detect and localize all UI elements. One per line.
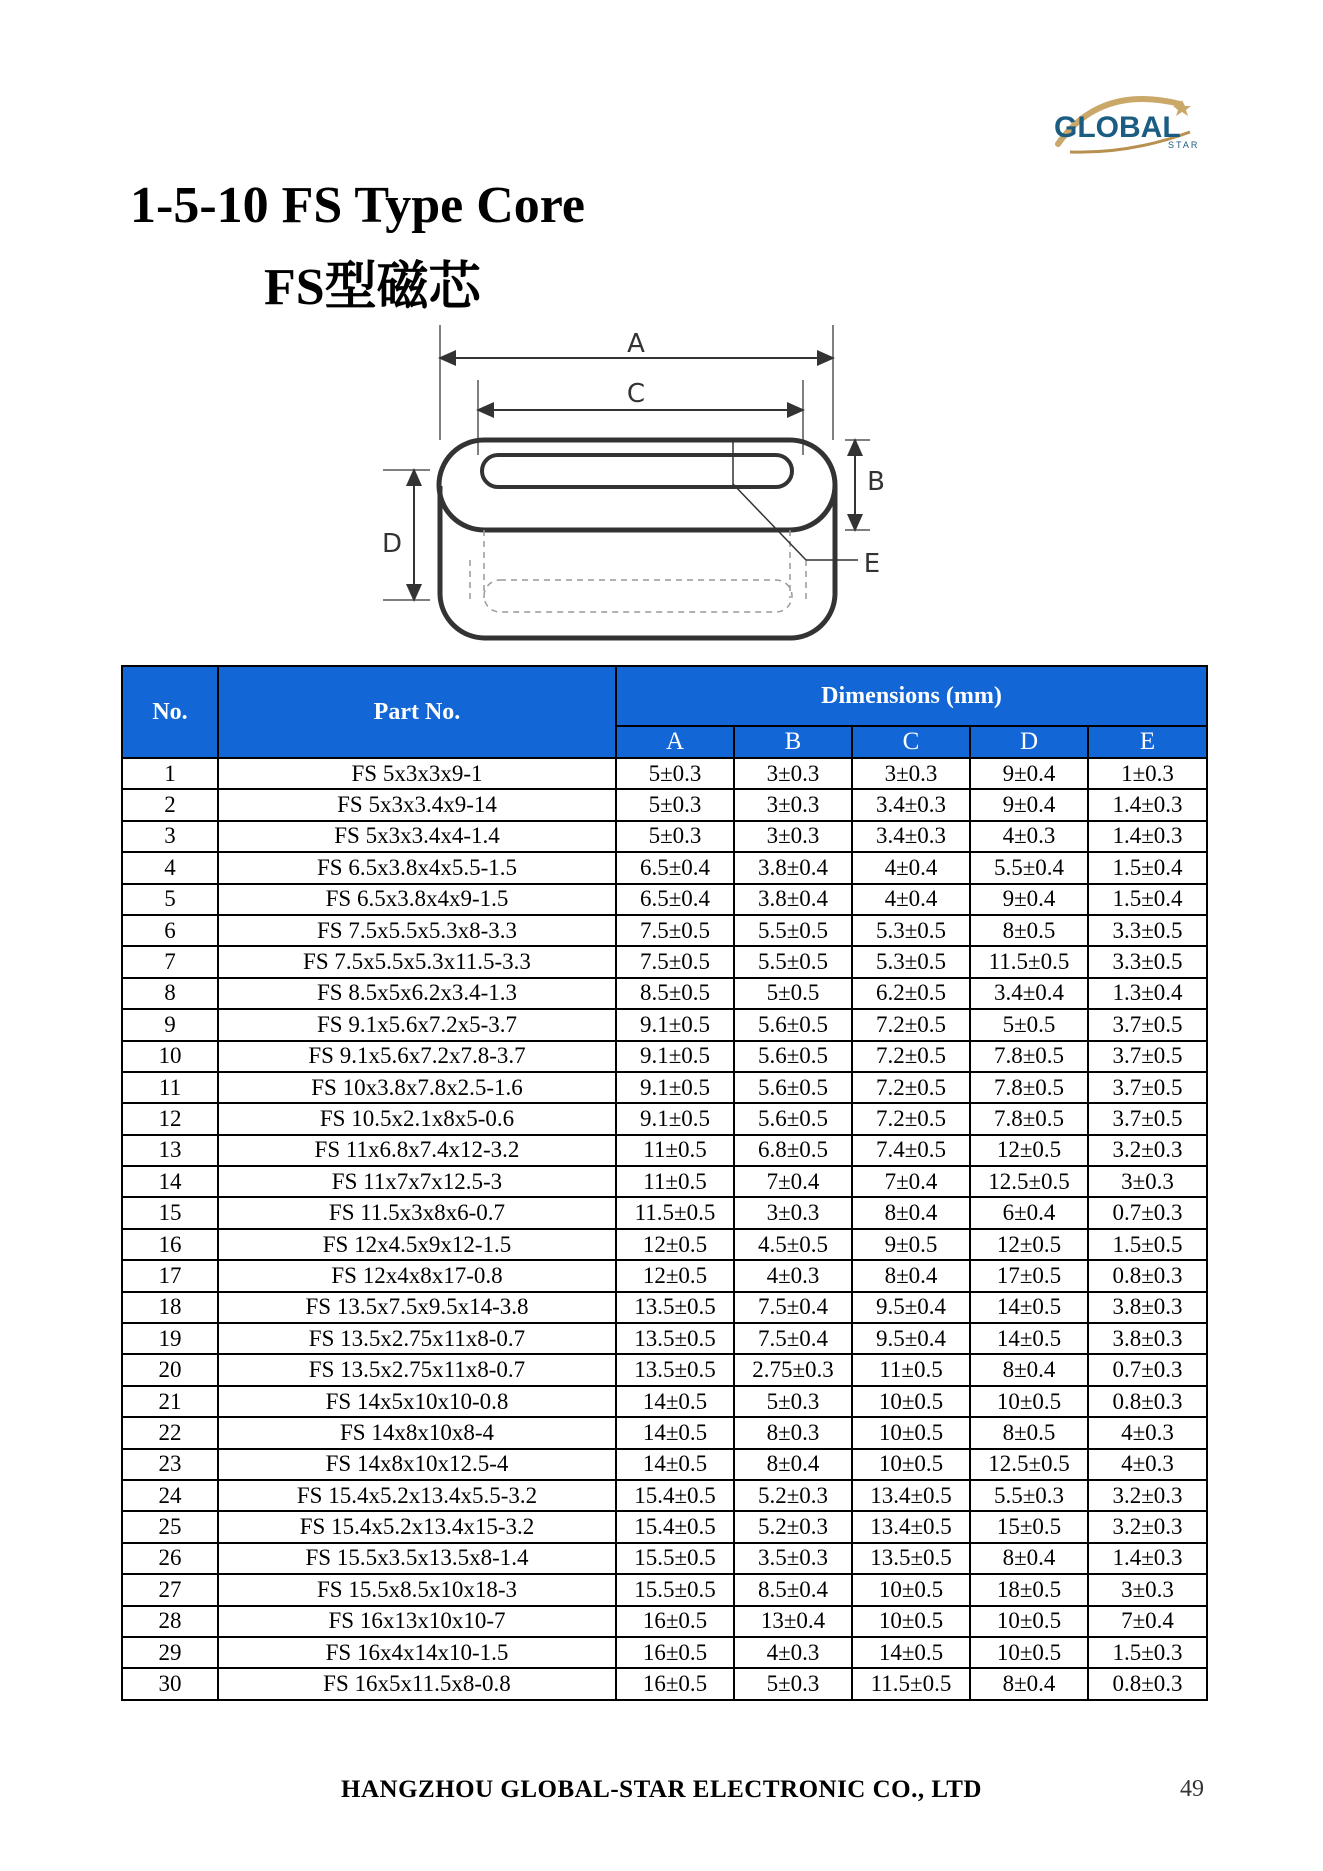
table-row xyxy=(122,758,1207,789)
cell-e: 1±0.3 xyxy=(1088,758,1207,789)
cell-a: 11±0.5 xyxy=(616,1166,734,1197)
table-row xyxy=(122,1166,1207,1197)
cell-part-no: FS 13.5x2.75x11x8-0.7 xyxy=(218,1354,616,1385)
cell-no: 17 xyxy=(122,1260,218,1291)
cell-b: 7±0.4 xyxy=(734,1166,852,1197)
cell-part-no: FS 6.5x3.8x4x5.5-1.5 xyxy=(218,852,616,883)
dim-label-d: D xyxy=(381,529,403,559)
cell-part-no: FS 6.5x3.8x4x9-1.5 xyxy=(218,884,616,915)
cell-part-no: FS 15.4x5.2x13.4x15-3.2 xyxy=(218,1511,616,1542)
cell-part-no: FS 16x4x14x10-1.5 xyxy=(218,1637,616,1668)
cell-d: 11.5±0.5 xyxy=(970,946,1088,977)
cell-b: 3±0.3 xyxy=(734,821,852,852)
cell-no: 23 xyxy=(122,1449,218,1480)
cell-part-no: FS 11x6.8x7.4x12-3.2 xyxy=(218,1135,616,1166)
header-col-c: C xyxy=(852,726,970,758)
cell-a: 15.4±0.5 xyxy=(616,1480,734,1511)
cell-a: 9.1±0.5 xyxy=(616,1103,734,1134)
cell-b: 7.5±0.4 xyxy=(734,1323,852,1354)
cell-d: 10±0.5 xyxy=(970,1386,1088,1417)
cell-no: 2 xyxy=(122,789,218,820)
cell-e: 3.8±0.3 xyxy=(1088,1292,1207,1323)
cell-a: 6.5±0.4 xyxy=(616,852,734,883)
cell-part-no: FS 7.5x5.5x5.3x8-3.3 xyxy=(218,915,616,946)
cell-part-no: FS 12x4x8x17-0.8 xyxy=(218,1260,616,1291)
cell-d: 9±0.4 xyxy=(970,789,1088,820)
cell-e: 1.5±0.3 xyxy=(1088,1637,1207,1668)
cell-c: 10±0.5 xyxy=(852,1574,970,1605)
cell-part-no: FS 5x3x3.4x9-14 xyxy=(218,789,616,820)
cell-d: 7.8±0.5 xyxy=(970,1072,1088,1103)
cell-c: 10±0.5 xyxy=(852,1449,970,1480)
cell-d: 10±0.5 xyxy=(970,1606,1088,1637)
cell-d: 8±0.5 xyxy=(970,915,1088,946)
cell-part-no: FS 10x3.8x7.8x2.5-1.6 xyxy=(218,1072,616,1103)
cell-a: 6.5±0.4 xyxy=(616,884,734,915)
cell-b: 5.2±0.3 xyxy=(734,1511,852,1542)
cell-a: 12±0.5 xyxy=(616,1229,734,1260)
cell-b: 5±0.5 xyxy=(734,978,852,1009)
page-number: 49 xyxy=(1180,1776,1204,1802)
cell-no: 30 xyxy=(122,1668,218,1699)
cell-b: 5.6±0.5 xyxy=(734,1072,852,1103)
cell-c: 7.2±0.5 xyxy=(852,1072,970,1103)
cell-b: 3±0.3 xyxy=(734,1197,852,1228)
cell-c: 4±0.4 xyxy=(852,884,970,915)
table-row xyxy=(122,1323,1207,1354)
header-col-b: B xyxy=(734,726,852,758)
table-row xyxy=(122,978,1207,1009)
cell-c: 5.3±0.5 xyxy=(852,946,970,977)
cell-e: 3.7±0.5 xyxy=(1088,1103,1207,1134)
cell-a: 15.4±0.5 xyxy=(616,1511,734,1542)
cell-c: 13.4±0.5 xyxy=(852,1480,970,1511)
cell-d: 8±0.4 xyxy=(970,1543,1088,1574)
cell-b: 8±0.3 xyxy=(734,1417,852,1448)
cell-c: 11.5±0.5 xyxy=(852,1668,970,1699)
cell-part-no: FS 5x3x3.4x4-1.4 xyxy=(218,821,616,852)
dim-label-b: B xyxy=(867,467,885,497)
cell-part-no: FS 15.5x3.5x13.5x8-1.4 xyxy=(218,1543,616,1574)
header-col-e: E xyxy=(1088,726,1207,758)
table-row xyxy=(122,1637,1207,1668)
cell-c: 11±0.5 xyxy=(852,1354,970,1385)
cell-part-no: FS 11.5x3x8x6-0.7 xyxy=(218,1197,616,1228)
cell-no: 22 xyxy=(122,1417,218,1448)
dimensions-table xyxy=(121,665,1208,1701)
table-row xyxy=(122,1229,1207,1260)
table-row xyxy=(122,1668,1207,1699)
cell-c: 13.5±0.5 xyxy=(852,1543,970,1574)
cell-e: 0.8±0.3 xyxy=(1088,1668,1207,1699)
header-col-a: A xyxy=(616,726,734,758)
cell-c: 3.4±0.3 xyxy=(852,821,970,852)
cell-d: 5.5±0.4 xyxy=(970,852,1088,883)
cell-b: 5.6±0.5 xyxy=(734,1041,852,1072)
cell-e: 3.3±0.5 xyxy=(1088,915,1207,946)
cell-c: 3±0.3 xyxy=(852,758,970,789)
cell-c: 7.2±0.5 xyxy=(852,1041,970,1072)
cell-e: 3.3±0.5 xyxy=(1088,946,1207,977)
cell-no: 1 xyxy=(122,758,218,789)
table-row xyxy=(122,1606,1207,1637)
cell-part-no: FS 12x4.5x9x12-1.5 xyxy=(218,1229,616,1260)
cell-a: 16±0.5 xyxy=(616,1637,734,1668)
cell-b: 8.5±0.4 xyxy=(734,1574,852,1605)
header-no: No. xyxy=(122,666,218,758)
cell-d: 9±0.4 xyxy=(970,884,1088,915)
cell-e: 3.7±0.5 xyxy=(1088,1041,1207,1072)
page-title: 1-5-10 FS Type Core xyxy=(130,177,585,234)
cell-part-no: FS 13.5x7.5x9.5x14-3.8 xyxy=(218,1292,616,1323)
table-row xyxy=(122,852,1207,883)
cell-a: 9.1±0.5 xyxy=(616,1041,734,1072)
table-row xyxy=(122,1072,1207,1103)
cell-no: 26 xyxy=(122,1543,218,1574)
cell-b: 5±0.3 xyxy=(734,1386,852,1417)
cell-d: 4±0.3 xyxy=(970,821,1088,852)
cell-a: 16±0.5 xyxy=(616,1606,734,1637)
cell-e: 1.3±0.4 xyxy=(1088,978,1207,1009)
page-subtitle: FS型磁芯 xyxy=(264,259,481,316)
cell-no: 15 xyxy=(122,1197,218,1228)
table-row xyxy=(122,884,1207,915)
cell-e: 0.8±0.3 xyxy=(1088,1386,1207,1417)
cell-e: 1.4±0.3 xyxy=(1088,789,1207,820)
cell-e: 3.8±0.3 xyxy=(1088,1323,1207,1354)
cell-e: 1.5±0.5 xyxy=(1088,1229,1207,1260)
cell-e: 0.8±0.3 xyxy=(1088,1260,1207,1291)
cell-d: 17±0.5 xyxy=(970,1260,1088,1291)
table-row xyxy=(122,1480,1207,1511)
cell-no: 13 xyxy=(122,1135,218,1166)
cell-b: 5.6±0.5 xyxy=(734,1009,852,1040)
cell-no: 19 xyxy=(122,1323,218,1354)
table-row xyxy=(122,1449,1207,1480)
cell-a: 13.5±0.5 xyxy=(616,1354,734,1385)
cell-no: 14 xyxy=(122,1166,218,1197)
cell-b: 7.5±0.4 xyxy=(734,1292,852,1323)
table-row xyxy=(122,946,1207,977)
cell-e: 1.4±0.3 xyxy=(1088,821,1207,852)
cell-d: 12.5±0.5 xyxy=(970,1449,1088,1480)
cell-b: 3±0.3 xyxy=(734,758,852,789)
cell-a: 8.5±0.5 xyxy=(616,978,734,1009)
cell-a: 15.5±0.5 xyxy=(616,1574,734,1605)
cell-a: 14±0.5 xyxy=(616,1449,734,1480)
cell-e: 4±0.3 xyxy=(1088,1449,1207,1480)
table-row xyxy=(122,1511,1207,1542)
cell-d: 10±0.5 xyxy=(970,1637,1088,1668)
cell-d: 8±0.4 xyxy=(970,1354,1088,1385)
cell-d: 8±0.5 xyxy=(970,1417,1088,1448)
table-row xyxy=(122,1009,1207,1040)
cell-part-no: FS 16x13x10x10-7 xyxy=(218,1606,616,1637)
core-dimension-diagram xyxy=(370,318,885,648)
cell-no: 18 xyxy=(122,1292,218,1323)
cell-c: 7.2±0.5 xyxy=(852,1103,970,1134)
cell-b: 5.5±0.5 xyxy=(734,915,852,946)
cell-no: 10 xyxy=(122,1041,218,1072)
cell-no: 16 xyxy=(122,1229,218,1260)
cell-no: 7 xyxy=(122,946,218,977)
cell-a: 5±0.3 xyxy=(616,789,734,820)
table-row xyxy=(122,1354,1207,1385)
table-body xyxy=(122,758,1207,1700)
dim-label-c: C xyxy=(626,379,646,409)
cell-no: 20 xyxy=(122,1354,218,1385)
header-part-no: Part No. xyxy=(218,666,616,758)
cell-b: 3.8±0.4 xyxy=(734,852,852,883)
cell-c: 10±0.5 xyxy=(852,1386,970,1417)
cell-no: 9 xyxy=(122,1009,218,1040)
cell-b: 13±0.4 xyxy=(734,1606,852,1637)
cell-e: 0.7±0.3 xyxy=(1088,1197,1207,1228)
cell-part-no: FS 10.5x2.1x8x5-0.6 xyxy=(218,1103,616,1134)
table-row xyxy=(122,1292,1207,1323)
logo-text: GLOBAL xyxy=(1054,111,1181,144)
cell-a: 14±0.5 xyxy=(616,1417,734,1448)
cell-part-no: FS 5x3x3x9-1 xyxy=(218,758,616,789)
cell-part-no: FS 14x8x10x8-4 xyxy=(218,1417,616,1448)
global-star-logo xyxy=(1040,92,1220,162)
cell-d: 3.4±0.4 xyxy=(970,978,1088,1009)
cell-b: 4±0.3 xyxy=(734,1260,852,1291)
dim-label-e: E xyxy=(863,549,881,579)
cell-no: 28 xyxy=(122,1606,218,1637)
header-dimensions: Dimensions (mm) xyxy=(616,666,1207,726)
cell-e: 3±0.3 xyxy=(1088,1574,1207,1605)
cell-e: 1.5±0.4 xyxy=(1088,852,1207,883)
cell-c: 9.5±0.4 xyxy=(852,1292,970,1323)
cell-part-no: FS 11x7x7x12.5-3 xyxy=(218,1166,616,1197)
cell-a: 15.5±0.5 xyxy=(616,1543,734,1574)
cell-a: 14±0.5 xyxy=(616,1386,734,1417)
cell-a: 11.5±0.5 xyxy=(616,1197,734,1228)
cell-no: 24 xyxy=(122,1480,218,1511)
dim-label-a: A xyxy=(627,329,645,359)
cell-a: 9.1±0.5 xyxy=(616,1009,734,1040)
cell-e: 0.7±0.3 xyxy=(1088,1354,1207,1385)
table-row xyxy=(122,1260,1207,1291)
cell-part-no: FS 16x5x11.5x8-0.8 xyxy=(218,1668,616,1699)
cell-no: 29 xyxy=(122,1637,218,1668)
cell-e: 4±0.3 xyxy=(1088,1417,1207,1448)
logo-subtext: STAR xyxy=(1168,140,1200,150)
table-row xyxy=(122,1103,1207,1134)
cell-a: 13.5±0.5 xyxy=(616,1323,734,1354)
cell-part-no: FS 14x5x10x10-0.8 xyxy=(218,1386,616,1417)
table-row xyxy=(122,789,1207,820)
cell-d: 5±0.5 xyxy=(970,1009,1088,1040)
cell-e: 3.7±0.5 xyxy=(1088,1009,1207,1040)
cell-c: 6.2±0.5 xyxy=(852,978,970,1009)
cell-b: 5.6±0.5 xyxy=(734,1103,852,1134)
cell-e: 3.2±0.3 xyxy=(1088,1135,1207,1166)
cell-part-no: FS 15.4x5.2x13.4x5.5-3.2 xyxy=(218,1480,616,1511)
cell-a: 11±0.5 xyxy=(616,1135,734,1166)
cell-no: 27 xyxy=(122,1574,218,1605)
cell-no: 12 xyxy=(122,1103,218,1134)
cell-c: 13.4±0.5 xyxy=(852,1511,970,1542)
cell-d: 8±0.4 xyxy=(970,1668,1088,1699)
cell-c: 8±0.4 xyxy=(852,1260,970,1291)
cell-part-no: FS 7.5x5.5x5.3x11.5-3.3 xyxy=(218,946,616,977)
cell-e: 3.2±0.3 xyxy=(1088,1511,1207,1542)
cell-e: 1.5±0.4 xyxy=(1088,884,1207,915)
cell-no: 4 xyxy=(122,852,218,883)
cell-no: 8 xyxy=(122,978,218,1009)
cell-d: 7.8±0.5 xyxy=(970,1041,1088,1072)
cell-no: 11 xyxy=(122,1072,218,1103)
table-row xyxy=(122,1417,1207,1448)
cell-c: 7.4±0.5 xyxy=(852,1135,970,1166)
table-row xyxy=(122,1543,1207,1574)
cell-c: 9.5±0.4 xyxy=(852,1323,970,1354)
cell-part-no: FS 13.5x2.75x11x8-0.7 xyxy=(218,1323,616,1354)
table-row xyxy=(122,915,1207,946)
cell-no: 6 xyxy=(122,915,218,946)
cell-d: 18±0.5 xyxy=(970,1574,1088,1605)
cell-c: 3.4±0.3 xyxy=(852,789,970,820)
cell-a: 7.5±0.5 xyxy=(616,915,734,946)
cell-part-no: FS 9.1x5.6x7.2x7.8-3.7 xyxy=(218,1041,616,1072)
cell-c: 14±0.5 xyxy=(852,1637,970,1668)
cell-b: 8±0.4 xyxy=(734,1449,852,1480)
cell-d: 12±0.5 xyxy=(970,1135,1088,1166)
cell-c: 9±0.5 xyxy=(852,1229,970,1260)
cell-d: 7.8±0.5 xyxy=(970,1103,1088,1134)
cell-e: 3.2±0.3 xyxy=(1088,1480,1207,1511)
table-row xyxy=(122,1041,1207,1072)
cell-d: 6±0.4 xyxy=(970,1197,1088,1228)
cell-a: 5±0.3 xyxy=(616,758,734,789)
footer-company: HANGZHOU GLOBAL-STAR ELECTRONIC CO., LTD xyxy=(341,1776,982,1803)
table-row xyxy=(122,1574,1207,1605)
table-row xyxy=(122,1386,1207,1417)
cell-b: 3±0.3 xyxy=(734,789,852,820)
cell-c: 7±0.4 xyxy=(852,1166,970,1197)
table-row xyxy=(122,821,1207,852)
cell-d: 9±0.4 xyxy=(970,758,1088,789)
cell-a: 16±0.5 xyxy=(616,1668,734,1699)
cell-c: 5.3±0.5 xyxy=(852,915,970,946)
cell-e: 3.7±0.5 xyxy=(1088,1072,1207,1103)
table-row xyxy=(122,1197,1207,1228)
cell-d: 12.5±0.5 xyxy=(970,1166,1088,1197)
cell-no: 5 xyxy=(122,884,218,915)
cell-b: 5.2±0.3 xyxy=(734,1480,852,1511)
cell-c: 7.2±0.5 xyxy=(852,1009,970,1040)
cell-d: 14±0.5 xyxy=(970,1323,1088,1354)
cell-b: 4±0.3 xyxy=(734,1637,852,1668)
cell-d: 14±0.5 xyxy=(970,1292,1088,1323)
cell-b: 2.75±0.3 xyxy=(734,1354,852,1385)
cell-no: 3 xyxy=(122,821,218,852)
cell-d: 12±0.5 xyxy=(970,1229,1088,1260)
cell-c: 10±0.5 xyxy=(852,1606,970,1637)
cell-part-no: FS 14x8x10x12.5-4 xyxy=(218,1449,616,1480)
cell-part-no: FS 9.1x5.6x7.2x5-3.7 xyxy=(218,1009,616,1040)
table-row xyxy=(122,1135,1207,1166)
header-col-d: D xyxy=(970,726,1088,758)
cell-c: 10±0.5 xyxy=(852,1417,970,1448)
cell-c: 8±0.4 xyxy=(852,1197,970,1228)
cell-e: 1.4±0.3 xyxy=(1088,1543,1207,1574)
cell-no: 25 xyxy=(122,1511,218,1542)
cell-b: 3.8±0.4 xyxy=(734,884,852,915)
cell-d: 15±0.5 xyxy=(970,1511,1088,1542)
cell-b: 3.5±0.3 xyxy=(734,1543,852,1574)
cell-e: 7±0.4 xyxy=(1088,1606,1207,1637)
cell-part-no: FS 15.5x8.5x10x18-3 xyxy=(218,1574,616,1605)
cell-a: 12±0.5 xyxy=(616,1260,734,1291)
cell-d: 5.5±0.3 xyxy=(970,1480,1088,1511)
cell-a: 9.1±0.5 xyxy=(616,1072,734,1103)
cell-part-no: FS 8.5x5x6.2x3.4-1.3 xyxy=(218,978,616,1009)
cell-a: 13.5±0.5 xyxy=(616,1292,734,1323)
cell-b: 6.8±0.5 xyxy=(734,1135,852,1166)
cell-a: 5±0.3 xyxy=(616,821,734,852)
cell-e: 3±0.3 xyxy=(1088,1166,1207,1197)
cell-b: 4.5±0.5 xyxy=(734,1229,852,1260)
cell-no: 21 xyxy=(122,1386,218,1417)
cell-b: 5±0.3 xyxy=(734,1668,852,1699)
cell-c: 4±0.4 xyxy=(852,852,970,883)
cell-b: 5.5±0.5 xyxy=(734,946,852,977)
cell-a: 7.5±0.5 xyxy=(616,946,734,977)
